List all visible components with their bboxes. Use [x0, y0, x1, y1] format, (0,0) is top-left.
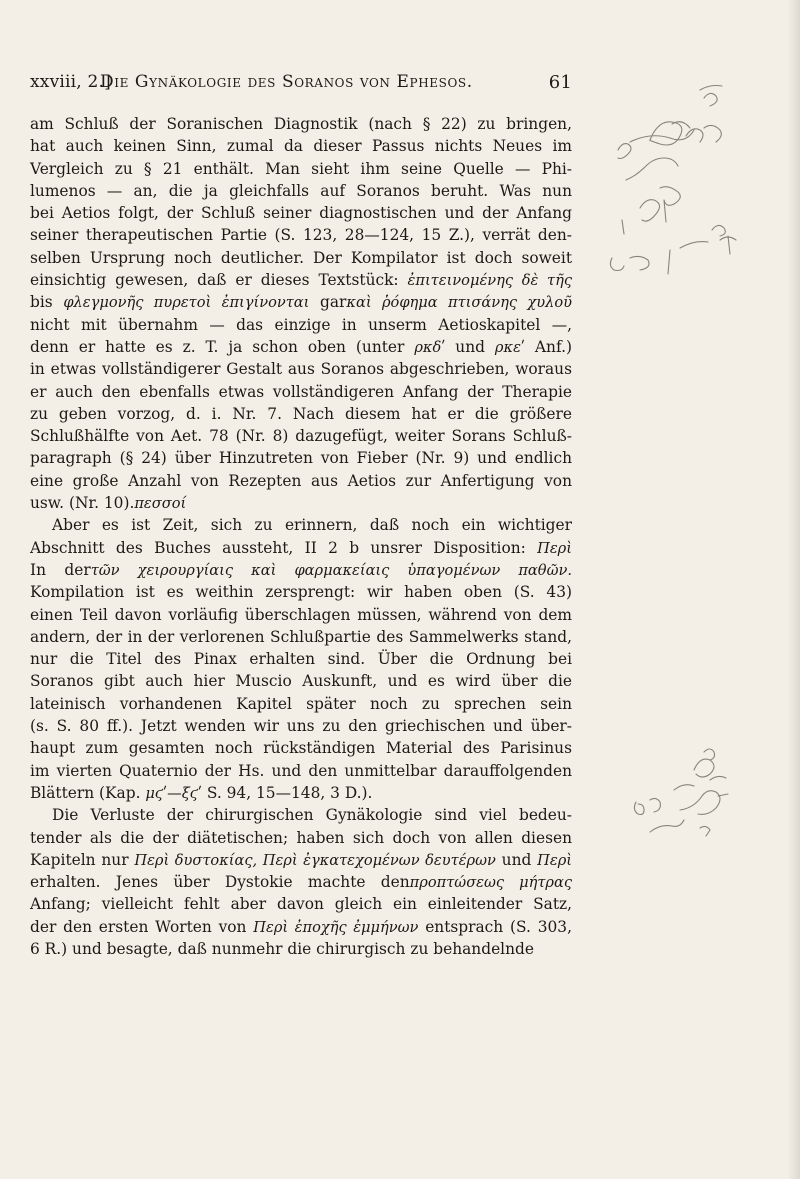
text-run: am Schluß der Soranischen Diagnostik (nach § 22) zu bringen,: [30, 115, 572, 133]
text-run: nicht mit übernahm — das einzige in unserm Aetioskapitel —,: [30, 315, 572, 334]
text-run: paragraph (§ 24) über Hinzutreten von Fieber (Nr. 9) und endlich: [30, 449, 572, 468]
text-line: [30, 537, 572, 559]
chapter-reference: xxviii, 2.]: [30, 72, 111, 92]
text-run: einsichtig gewesen, daß er dieses Textstück:: [30, 271, 408, 290]
text-run: seiner therapeutischen Partie (S. 123, 28—124, 15 Z.), verrät den-: [30, 226, 572, 245]
text-run: hat auch keinen Sinn, zumal da dieser Passus nichts Neues im: [30, 137, 572, 156]
text-run: lateinisch vorhandenen Kapitel später noch zu sprechen sein: [30, 694, 572, 713]
text-run: (s. S. 80 ff.). Jetzt wenden wir uns zu den griechischen und über-: [30, 717, 572, 736]
running-head: [30, 72, 572, 96]
text-run: denn er hatte es z. T. ja schon oben (unter: [30, 337, 415, 356]
text-run: andern, der in der verlorenen Schlußpartie des Sammelwerks stand,: [30, 627, 572, 646]
text-run: selben Ursprung noch deutlicher. Der Kompilator ist doch soweit: [30, 248, 572, 267]
text-line: [30, 158, 572, 180]
text-run: Blättern (Kap.: [30, 783, 146, 802]
text-line: [30, 358, 572, 380]
text-run: 6 R.) und besagte, daß nunmehr die chirurgisch zu behandelnde: [30, 939, 534, 958]
pencil-scribble-12: [650, 820, 710, 836]
text-line: [30, 581, 572, 603]
text-line: [30, 760, 572, 782]
pencil-scribble-3: [618, 130, 694, 159]
greek-phrase: προπτώσεως μήτρας: [409, 874, 573, 892]
text-run: Abschnitt des Buches aussteht, II 2 b unsrer Disposition:: [30, 538, 538, 557]
text-line: [30, 804, 572, 826]
text-run: nur die Titel des Pinax erhalten sind. Über die Ordnung bei: [30, 650, 572, 669]
text-line: [30, 514, 572, 536]
body-text: [30, 113, 572, 960]
text-run: erhalten. Jenes über Dystokie machte den: [30, 873, 410, 892]
pencil-scribble-7: [712, 225, 736, 254]
text-run: usw. (Nr. 10).: [30, 494, 135, 513]
text-run: in etwas vollständigerer Gestalt aus Soranos abgeschrieben, woraus: [30, 360, 572, 379]
pencil-scribble-5: [626, 158, 680, 205]
text-run: S. 94, 15—148, 3 D.).: [201, 783, 373, 802]
text-run: gar: [309, 293, 347, 312]
text-run: lumenos — an, die ja gleichfalls auf Soranos beruht. Was nun: [30, 181, 572, 200]
text-run: eine große Anzahl von Rezepten aus Aetios zur Anfertigung von: [30, 471, 572, 490]
greek-phrase: τῶν χειρουργίαις καὶ φαρμακείαις ὑπαγομένων παθῶν.: [90, 561, 572, 579]
pencil-scribble-11: [634, 798, 660, 814]
text-line: [30, 648, 572, 670]
text-run: im vierten Quaternio der Hs. und den unmittelbar darauffolgenden: [30, 761, 572, 780]
text-line: [30, 202, 572, 224]
pencil-scribble-6: [622, 200, 666, 234]
text-run: zu geben vorzog, d. i. Nr. 7. Nach diesem hat er die größere: [30, 404, 572, 423]
greek-phrase: πεσσοί: [134, 495, 187, 513]
text-line: [30, 447, 572, 469]
text-line: [30, 938, 572, 960]
text-line: [30, 604, 572, 626]
pencil-marginalia: [600, 80, 740, 840]
text-run: haupt zum gesamten noch rückständigen Material des Parisinus: [30, 739, 572, 758]
greek-phrase: Περὶ ἐποχῆς ἐμμήνων: [253, 918, 419, 936]
text-line: [30, 336, 572, 358]
text-run: Vergleich zu § 21 enthält. Man sieht ihm seine Quelle — Phi-: [30, 159, 572, 178]
text-run: Kapiteln nur: [30, 850, 135, 869]
greek-phrase: ἐπιτεινομένης δὲ τῆς: [407, 272, 572, 290]
greek-phrase: ρκδʹ: [414, 338, 446, 356]
text-line: [30, 893, 572, 915]
text-line: [30, 314, 572, 336]
page-number: 61: [548, 72, 572, 93]
pencil-scribble-1: [700, 86, 722, 107]
text-line: [30, 737, 572, 759]
text-line: [30, 135, 572, 157]
text-run: er auch den ebenfalls etwas vollständigeren Anfang der Therapie: [30, 382, 572, 401]
text-line: [30, 470, 572, 492]
text-line: [30, 782, 572, 804]
text-run: bis: [30, 293, 64, 312]
text-line: [30, 247, 572, 269]
text-line: [30, 693, 572, 715]
greek-phrase: Περὶ: [537, 539, 572, 557]
greek-phrase: καὶ ῥόφημα πτισάνης χυλοῦ: [346, 294, 572, 312]
page-edge-shadow: [788, 0, 800, 1179]
text-run: und: [495, 850, 538, 869]
text-run: entsprach (S. 303,: [418, 917, 572, 936]
greek-phrase: Περὶ δυστοκίας, Περὶ ἐγκατεχομένων δευτέρων: [134, 851, 496, 869]
text-line: [30, 224, 572, 246]
greek-phrase: φλεγμονῆς πυρετοὶ ἐπιγίνονται: [63, 294, 310, 312]
text-run: tender als die der diätetischen; haben sich doch von allen diesen: [30, 828, 572, 847]
text-run: bei Aetios folgt, der Schluß seiner diagnostischen und der Anfang: [30, 204, 572, 223]
text-line: [30, 559, 572, 581]
text-line: [30, 291, 572, 313]
pencil-scribble-8: [610, 242, 708, 274]
text-run: Die Verluste der chirurgischen Gynäkologie sind viel bedeu-: [52, 806, 572, 825]
text-run: Anfang; vielleicht fehlt aber davon gleich ein einleitender Satz,: [30, 895, 572, 914]
text-line: [30, 492, 572, 514]
text-line: [30, 871, 572, 893]
text-line: [30, 626, 572, 648]
text-line: [30, 715, 572, 737]
text-line: [30, 269, 572, 291]
text-run: Schlußhälfte von Aet. 78 (Nr. 8) dazugefügt, weiter Sorans Schluß-: [30, 427, 572, 446]
text-line: [30, 849, 572, 871]
text-run: Anf.): [524, 337, 572, 356]
text-run: der den ersten Worten von: [30, 917, 254, 936]
text-line: [30, 113, 572, 135]
greek-phrase: μϛʹ—ξϛʹ: [145, 784, 202, 802]
text-line: [30, 180, 572, 202]
text-line: [30, 381, 572, 403]
text-run: Aber es ist Zeit, sich zu erinnern, daß noch ein wichtiger: [52, 516, 572, 535]
text-run: Kompilation ist es weithin zersprengt: wir haben oben (S. 43): [30, 583, 572, 602]
text-run: und: [445, 337, 495, 356]
text-line: [30, 670, 572, 692]
greek-phrase: ρκεʹ: [494, 338, 525, 356]
text-line: [30, 827, 572, 849]
pencil-scribble-9: [674, 749, 726, 790]
text-line: [30, 916, 572, 938]
text-run: Soranos gibt auch hier Muscio Auskunft, und es wird über die: [30, 672, 572, 691]
greek-phrase: Περὶ: [537, 851, 573, 869]
pencil-scribble-10: [680, 791, 728, 815]
text-run: einen Teil davon vorläufig überschlagen müssen, während von dem: [30, 605, 572, 624]
text-line: [30, 403, 572, 425]
text-run: In der: [30, 560, 91, 579]
running-title: Die Gynäkologie des Soranos von Ephesos.: [100, 72, 473, 92]
text-line: [30, 425, 572, 447]
pencil-scribble-2: [650, 122, 690, 145]
